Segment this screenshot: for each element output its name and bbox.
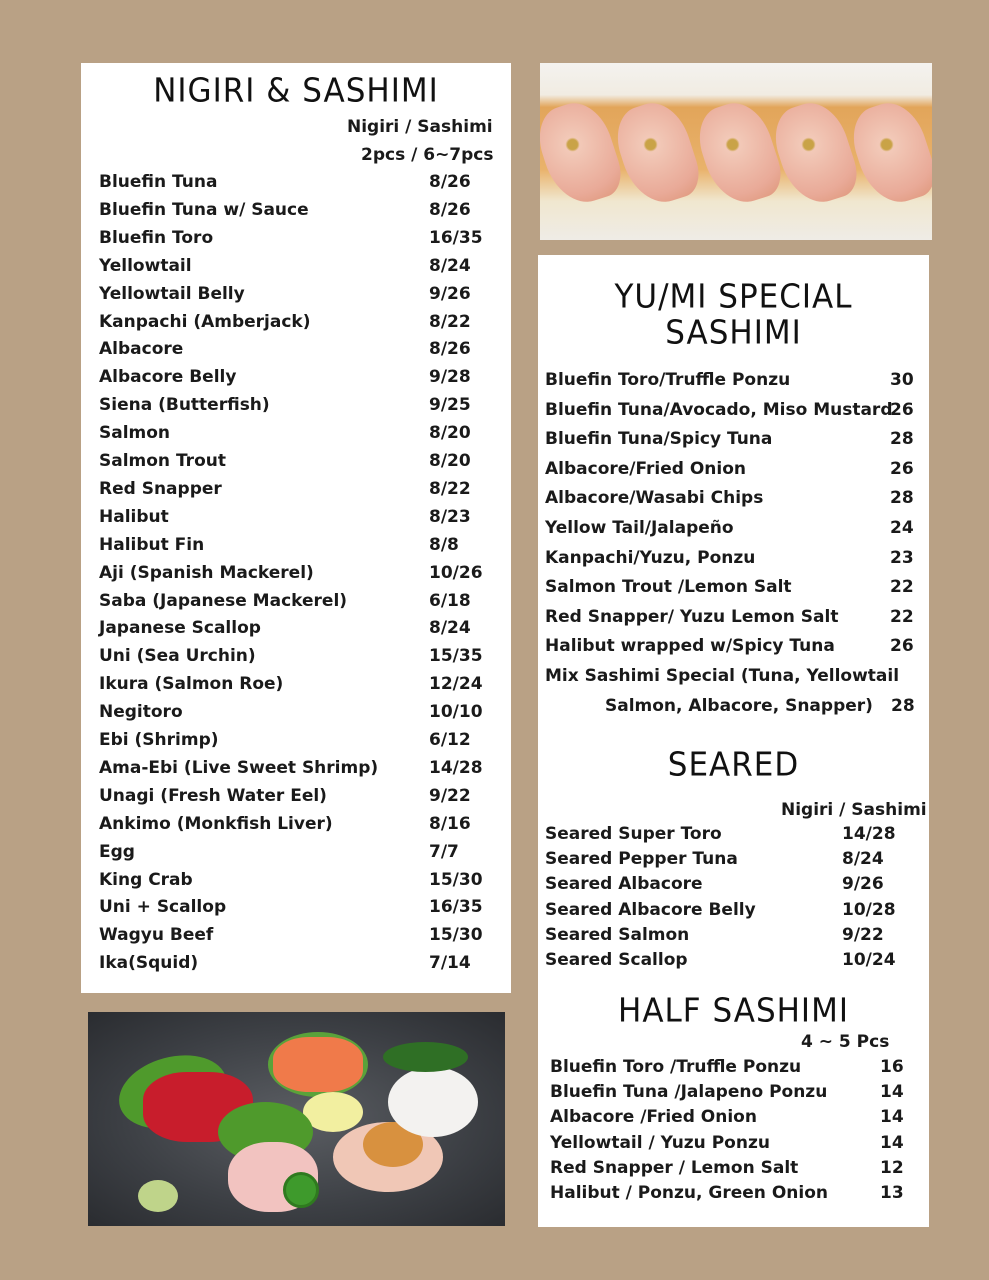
item-price: 9/26 xyxy=(429,283,471,304)
nigiri-sashimi-header-1: Nigiri / Sashimi xyxy=(347,117,493,137)
item-price: 14 xyxy=(880,1107,904,1128)
item-name: Ikura (Salmon Roe) xyxy=(99,674,284,695)
item-name: Bluefin Tuna w/ Sauce xyxy=(99,199,309,220)
nigiri-sashimi-title: NIGIRI & SASHIMI xyxy=(153,72,439,110)
sashimi-slices-photo xyxy=(540,63,932,240)
item-name: Ebi (Shrimp) xyxy=(99,730,219,750)
item-price: 8/26 xyxy=(429,339,471,360)
item-price: 8/26 xyxy=(429,199,471,220)
item-price: 10/26 xyxy=(429,562,483,583)
item-name: Kanpachi (Amberjack) xyxy=(99,311,311,332)
item-price: 10/28 xyxy=(842,899,896,920)
item-price: 9/28 xyxy=(429,367,471,388)
item-name: Halibut wrapped w/Spicy Tuna xyxy=(545,636,835,657)
item-price: 12/24 xyxy=(429,674,483,695)
item-name: Yellowtail Belly xyxy=(99,283,245,304)
item-name: Halibut / Ponzu, Green Onion xyxy=(550,1183,828,1203)
item-price: 8/24 xyxy=(842,849,884,870)
special-sashimi-title-line2: SASHIMI xyxy=(665,314,802,352)
item-price: 8/16 xyxy=(429,813,471,834)
item-name: Uni + Scallop xyxy=(99,897,227,918)
item-name: Albacore xyxy=(99,339,184,360)
item-price: 8/20 xyxy=(429,451,471,471)
item-price: 22 xyxy=(890,606,914,627)
item-name: Seared Salmon xyxy=(545,924,690,945)
item-name: Albacore/Wasabi Chips xyxy=(545,488,764,509)
item-name: Red Snapper xyxy=(99,478,222,499)
item-price: 26 xyxy=(890,636,914,657)
item-name: Salmon Trout xyxy=(99,451,226,471)
item-name: Red Snapper/ Yuzu Lemon Salt xyxy=(545,606,839,627)
item-price: 8/26 xyxy=(429,172,471,192)
item-price: 28 xyxy=(890,488,914,509)
item-price: 8/24 xyxy=(429,618,471,639)
item-price: 23 xyxy=(890,547,914,568)
mix-sashimi-price: 28 xyxy=(891,696,915,716)
item-price: 16 xyxy=(880,1057,904,1077)
item-name: Bluefin Tuna /Jalapeno Ponzu xyxy=(550,1082,828,1103)
item-name: Seared Albacore xyxy=(545,874,703,895)
item-price: 14/28 xyxy=(429,757,483,778)
item-name: Aji (Spanish Mackerel) xyxy=(99,562,314,583)
item-price: 26 xyxy=(890,458,914,479)
item-name: Egg xyxy=(99,841,135,862)
item-name: Unagi (Fresh Water Eel) xyxy=(99,785,327,806)
sashimi-platter-photo xyxy=(88,1012,505,1226)
item-price: 6/12 xyxy=(429,730,471,750)
item-price: 9/22 xyxy=(429,785,471,806)
item-name: Bluefin Tuna xyxy=(99,172,218,192)
item-price: 15/30 xyxy=(429,869,483,890)
item-name: Japanese Scallop xyxy=(99,618,261,639)
special-sashimi-title-line1: YU/MI SPECIAL xyxy=(614,278,853,316)
item-name: Bluefin Toro/Truffle Ponzu xyxy=(545,370,791,390)
item-name: Seared Scallop xyxy=(545,950,688,970)
item-price: 10/24 xyxy=(842,950,896,970)
item-price: 9/26 xyxy=(842,874,884,895)
item-name: Uni (Sea Urchin) xyxy=(99,646,256,667)
seared-header: Nigiri / Sashimi xyxy=(781,800,927,820)
item-price: 30 xyxy=(890,370,914,390)
item-price: 28 xyxy=(890,429,914,450)
item-price: 15/35 xyxy=(429,646,483,667)
item-price: 8/23 xyxy=(429,506,471,527)
item-price: 7/14 xyxy=(429,953,471,974)
specials-panel: YU/MI SPECIAL SASHIMI Bluefin Toro/Truffle Ponzu 30 Bluefin Tuna/Avocado, Miso Mustard 26 Bluefin Tuna/Spicy Tuna 28 Albacore/Fried Onion 26 Albacore/Wasabi Chips 28 Yellow Tail/Jalapeño 24 Kanpachi/Yuzu, Ponzu 23 Salmon Trout /Lemon Salt 22 Red Snapper/ Yuzu Lemon Salt 22 Halibut wrapped w/Spicy Tuna 26 Mix Sashimi Special (Tuna, Yellowtail Salmon, Albacore, Snapper) 28 SEARED Nigiri / Sashimi Seared Super Toro 14/28 Seared Pepper Tuna 8/24 Seared Albacore 9/26 Seared Albacore Belly 10/28 Seared Salmon 9/22 Seared Scallop 10/24 HALF SASHIMI 4 ~ 5 Pcs Bluefin Toro /Truffle Ponzu 16 Bluefin Tuna /Jalapeno Ponzu 14 Albacore /Fried Onion 14 Yellowtail / Yuzu Ponzu 14 Red Snapper / Lemon Salt 12 Halibut / Ponzu, Green Onion 13 xyxy=(538,255,929,1227)
nigiri-sashimi-panel xyxy=(81,63,511,993)
item-name: Seared Pepper Tuna xyxy=(545,849,738,870)
item-name: Red Snapper / Lemon Salt xyxy=(550,1157,799,1178)
item-name: Bluefin Toro /Truffle Ponzu xyxy=(550,1057,802,1077)
item-price: 14 xyxy=(880,1082,904,1103)
item-name: Albacore Belly xyxy=(99,367,237,388)
item-name: Halibut xyxy=(99,506,169,527)
item-name: Albacore/Fried Onion xyxy=(545,458,747,479)
item-name: Kanpachi/Yuzu, Ponzu xyxy=(545,547,756,568)
item-price: 12 xyxy=(880,1157,904,1178)
item-price: 26 xyxy=(890,399,914,420)
item-name: Yellowtail xyxy=(99,255,192,276)
item-price: 8/20 xyxy=(429,423,471,444)
item-name: Ama-Ebi (Live Sweet Shrimp) xyxy=(99,757,379,778)
item-name: Salmon Trout /Lemon Salt xyxy=(545,577,792,598)
half-sashimi-header: 4 ~ 5 Pcs xyxy=(801,1032,890,1052)
half-sashimi-title: HALF SASHIMI xyxy=(618,992,849,1030)
item-name: Seared Albacore Belly xyxy=(545,899,756,920)
item-price: 24 xyxy=(890,518,914,538)
item-price: 16/35 xyxy=(429,227,483,248)
item-name: King Crab xyxy=(99,869,193,890)
item-price: 22 xyxy=(890,577,914,598)
seared-title: SEARED xyxy=(667,746,800,784)
item-price: 9/25 xyxy=(429,395,471,416)
item-name: Wagyu Beef xyxy=(99,925,214,946)
item-price: 16/35 xyxy=(429,897,483,918)
nigiri-sashimi-header-2: 2pcs / 6~7pcs xyxy=(361,145,494,165)
item-price: 15/30 xyxy=(429,925,483,946)
item-name: Yellow Tail/Jalapeño xyxy=(545,518,734,538)
item-price: 7/7 xyxy=(429,841,459,862)
item-price: 13 xyxy=(880,1183,904,1203)
item-price: 8/8 xyxy=(429,534,459,555)
item-price: 10/10 xyxy=(429,702,483,723)
item-name: Bluefin Tuna/Avocado, Miso Mustard xyxy=(545,399,893,420)
item-name: Seared Super Toro xyxy=(545,824,722,844)
item-price: 9/22 xyxy=(842,924,884,945)
item-name: Salmon xyxy=(99,423,171,444)
item-name: Saba (Japanese Mackerel) xyxy=(99,590,348,611)
item-name: Ankimo (Monkfish Liver) xyxy=(99,813,333,834)
item-name: Albacore /Fried Onion xyxy=(550,1107,757,1128)
item-price: 8/22 xyxy=(429,311,471,332)
item-price: 8/22 xyxy=(429,478,471,499)
item-price: 14/28 xyxy=(842,824,896,844)
item-name: Bluefin Toro xyxy=(99,227,214,248)
item-name: Negitoro xyxy=(99,702,183,723)
item-name: Halibut Fin xyxy=(99,534,205,555)
item-name: Bluefin Tuna/Spicy Tuna xyxy=(545,429,773,450)
item-price: 6/18 xyxy=(429,590,471,611)
item-name: Ika(Squid) xyxy=(99,953,199,974)
item-price: 14 xyxy=(880,1132,904,1153)
item-price: 8/24 xyxy=(429,255,471,276)
item-name: Yellowtail / Yuzu Ponzu xyxy=(550,1132,770,1153)
item-name: Siena (Butterfish) xyxy=(99,395,270,416)
